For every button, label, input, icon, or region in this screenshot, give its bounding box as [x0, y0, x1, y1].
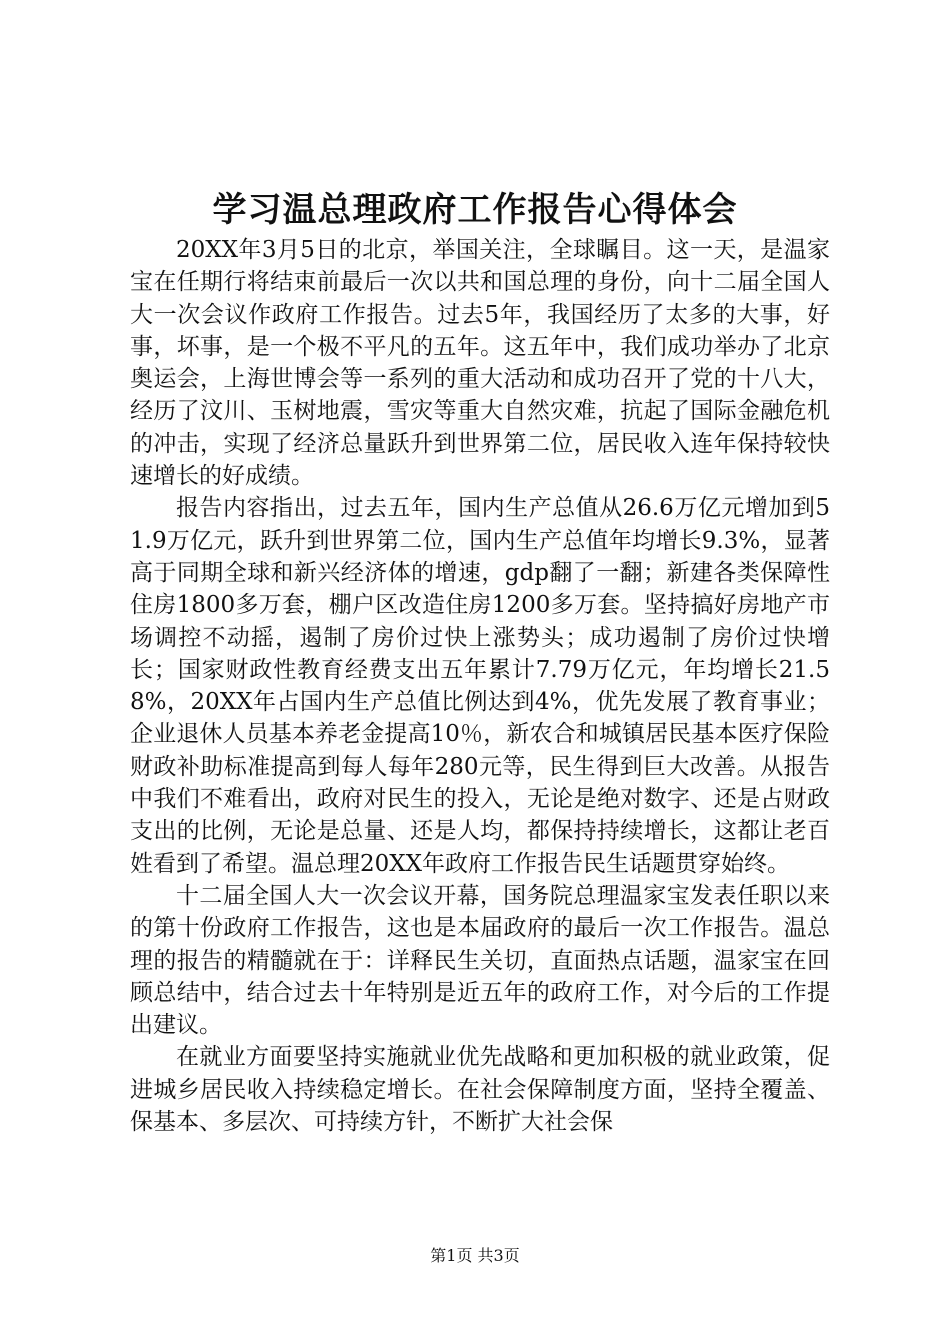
paragraph-1: 20XX年3月5日的北京，举国关注，全球瞩目。这一天，是温家宝在任期行将结束前最后一次以共和国总理的身份，向十二届全国人大一次会议作政府工作报告。过去5年，我国经历了太多的大事，好事，坏事，是一个极不平凡的五年。这五年中，我们成功举办了北京奥运会，上海世博会等一系列的重大活动和成功召开了党的十八大，经历了汶川、玉树地震，雪灾等重大自然灾难，抗起了国际金融危机的冲击，实现了经济总量跃升到世界第二位，居民收入连年保持较快速增长的好成绩。: [130, 237, 830, 490]
document-title: 学习温总理政府工作报告心得体会: [212, 190, 738, 230]
page-number-footer: 第1页 共3页: [430, 1246, 520, 1265]
paragraph-3: 十二届全国人大一次会议开幕，国务院总理温家宝发表任职以来的第十份政府工作报告，这也是本届政府的最后一次工作报告。温总理的报告的精髓就在于：详释民生关切，直面热点话题，温家宝在回顾总结中，结合过去十年特别是近五年的政府工作，对今后的工作提出建议。: [130, 882, 830, 1039]
paragraph-4: 在就业方面要坚持实施就业优先战略和更加积极的就业政策，促进城乡居民收入持续稳定增长。在社会保障制度方面，坚持全覆盖、保基本、多层次、可持续方针，不断扩大社会保: [130, 1044, 830, 1136]
paragraph-2: 报告内容指出，过去五年，国内生产总值从26.6万亿元增加到51.9万亿元，跃升到世界第二位，国内生产总值年均增长9.3%，显著高于同期全球和新兴经济体的增速，gdp翻了一翻；新建各类保障性住房1800多万套，棚户区改造住房1200多万套。坚持搞好房地产市场调控不动摇，遏制了房价过快上涨势头；成功遏制了房价过快增长；国家财政性教育经费支出五年累计7.79万亿元，年均增长21.58%，20XX年占国内生产总值比例达到4%，优先发展了教育事业；企业退休人员基本养老金提高10％，新农合和城镇居民基本医疗保险财政补助标准提高到每人每年280元等，民生得到巨大改善。从报告中我们不难看出，政府对民生的投入，无论是绝对数字、还是占财政支出的比例，无论是总量、还是人均，都保持持续增长，这都让老百姓看到了希望。温总理20XX年政府工作报告民生话题贯穿始终。: [130, 495, 830, 877]
document-body: [130, 234, 830, 1138]
